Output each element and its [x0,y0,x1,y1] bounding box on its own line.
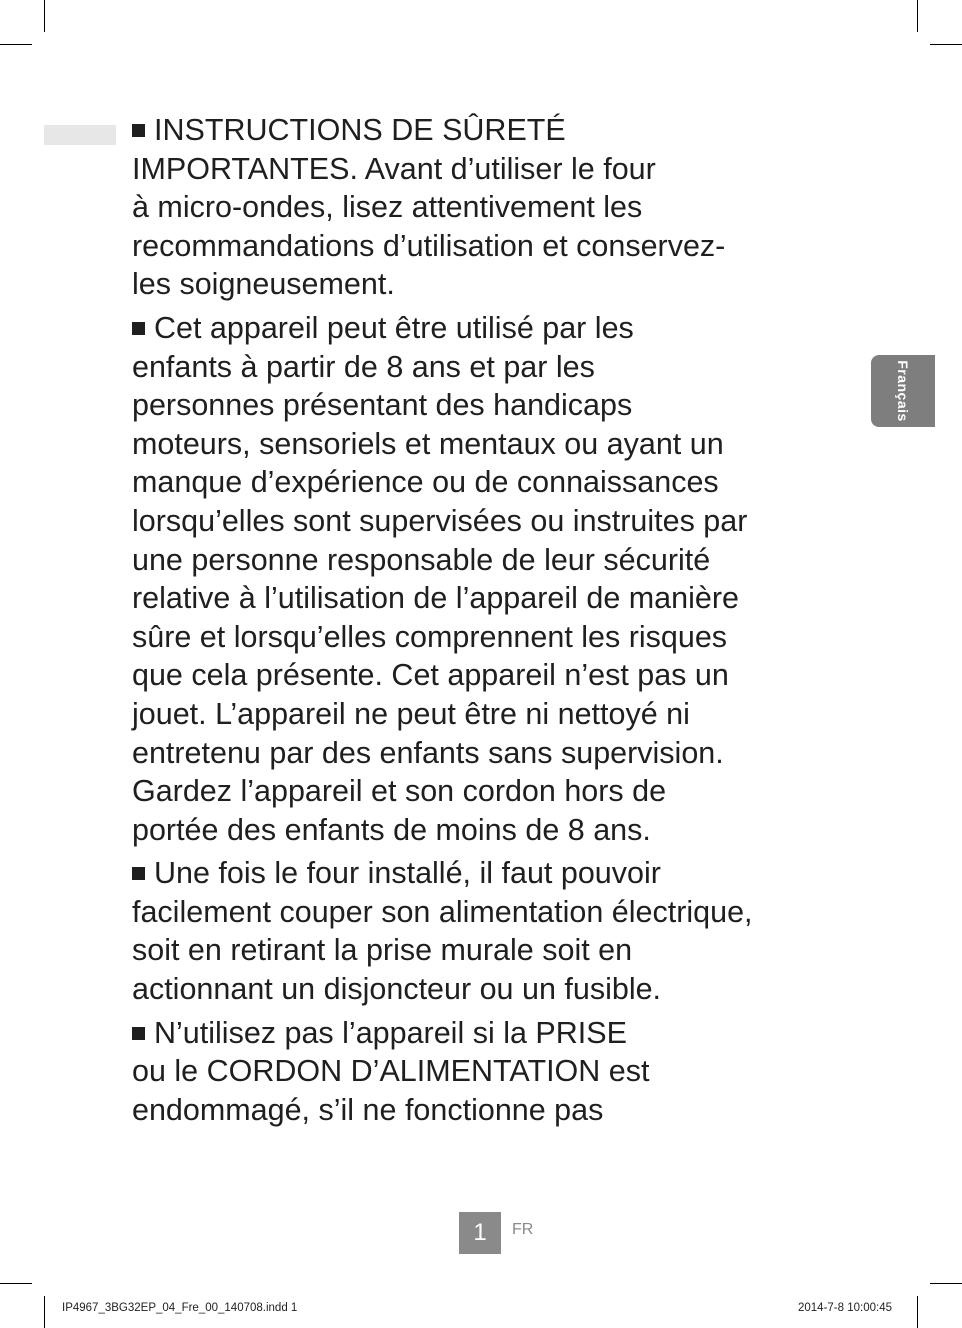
bullet-square-icon [132,1027,145,1040]
text-line [132,425,842,464]
text-line-content: endommagé, s’il ne fonctionne pas [132,1092,604,1127]
text-line [132,618,842,657]
crop-mark [44,1296,45,1328]
text-line-content: N’utilisez pas l’appareil si la PRISE [154,1015,627,1050]
text-line [132,463,842,502]
text-line-content: manque d’expérience ou de connaissances [132,465,719,500]
crop-mark [0,1283,32,1284]
text-line [132,1052,842,1091]
text-line [132,1091,842,1130]
text-line-content: lorsqu’elles sont supervisées ou instruites par [132,503,748,538]
text-line-content: ou le CORDON D’ALIMENTATION est [132,1054,650,1089]
text-line [132,386,842,425]
text-line [132,541,842,580]
page-number: 1 [459,1212,501,1254]
bullet-square-icon [132,867,145,880]
crop-mark [917,0,918,32]
text-line [132,734,842,773]
instruction-paragraph [132,1014,842,1130]
language-tab-label: Français [895,360,911,422]
text-line-content: actionnant un disjoncteur ou un fusible. [132,972,662,1007]
text-line-content: recommandations d’utilisation et conservez- [132,228,726,263]
crop-mark [0,44,32,45]
crop-mark [44,0,45,32]
text-line-content: entretenu par des enfants sans supervision. [132,735,724,770]
text-line-content: sûre et lorsqu’elles comprennent les risques [132,619,728,654]
header-stripe [44,125,116,145]
bullet-square-icon [132,124,145,137]
text-line-content: une personne responsable de leur sécurité [132,542,711,577]
slug-filename: IP4967_3BG32EP_04_Fre_00_140708.indd 1 [62,1302,298,1314]
text-line-content: enfants à partir de 8 ans et par les [132,349,595,384]
text-line-content: soit en retirant la prise murale soit en [132,933,633,968]
text-line [132,772,842,811]
slug-timestamp: 2014-7-8 10:00:45 [798,1302,892,1314]
text-line-content: jouet. L’appareil ne peut être ni nettoyé ni [132,696,690,731]
text-line-content: moteurs, sensoriels et mentaux ou ayant un [132,426,724,461]
bullet-square-icon [132,322,145,335]
text-line [132,502,842,541]
language-tab [871,355,935,427]
text-line [132,348,842,387]
instruction-paragraph [132,309,842,849]
text-line-content: Cet appareil peut être utilisé par les [154,310,634,345]
text-line [132,150,842,189]
text-line-content: Gardez l’appareil et son cordon hors de [132,774,667,809]
text-line-content: à micro-ondes, lisez attentivement les [132,190,643,225]
text-line-content: personnes présentant des handicaps [132,388,633,423]
text-line [132,227,842,266]
crop-mark [930,1283,962,1284]
text-line [132,854,842,893]
text-line [132,695,842,734]
text-line [132,656,842,695]
text-line [132,111,842,150]
crop-mark [930,44,962,45]
text-line-content: que cela présente. Cet appareil n’est pas un [132,658,729,693]
crop-mark [917,1296,918,1328]
text-line-content: facilement couper son alimentation électrique, [132,894,753,929]
text-line [132,811,842,850]
text-line-content: les soigneusement. [132,267,395,302]
text-line [132,309,842,348]
instruction-paragraph [132,111,842,304]
text-line [132,188,842,227]
text-line [132,893,842,932]
text-line-content: IMPORTANTES. Avant d’utiliser le four [132,151,656,186]
page-language: FR [512,1221,534,1238]
text-line [132,579,842,618]
text-line [132,931,842,970]
text-line [132,1014,842,1053]
text-line-content: relative à l’utilisation de l’appareil de manière [132,581,739,616]
text-line [132,265,842,304]
safety-instructions [132,111,842,1134]
text-line-content: INSTRUCTIONS DE SÛRETÉ [154,113,566,147]
text-line-content: Une fois le four installé, il faut pouvoir [154,856,661,891]
text-line [132,970,842,1009]
instruction-paragraph [132,854,842,1008]
text-line-content: portée des enfants de moins de 8 ans. [132,812,651,847]
